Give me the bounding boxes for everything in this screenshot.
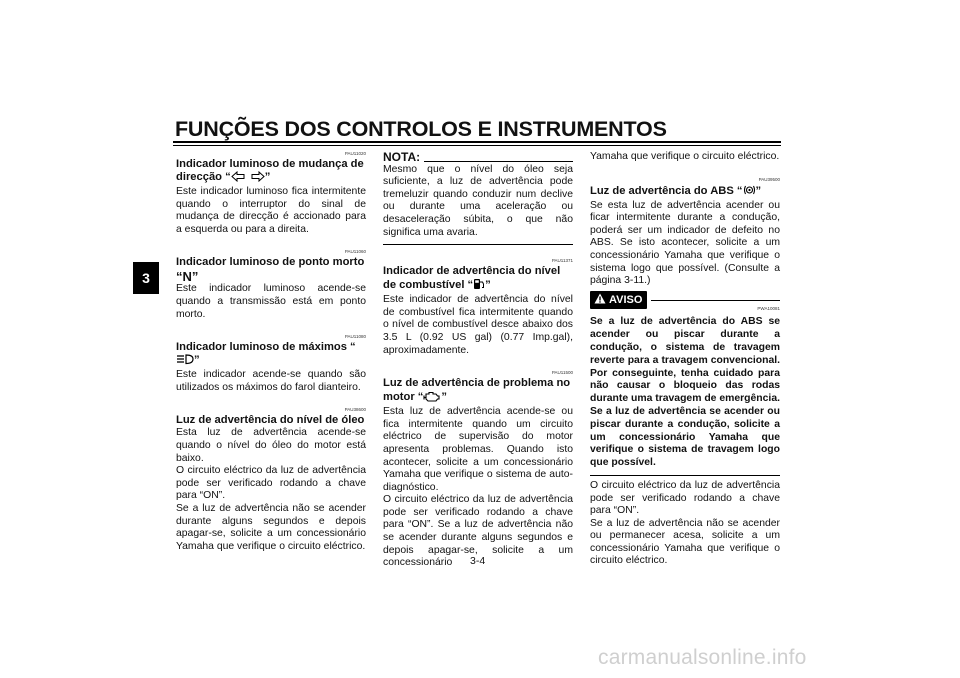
high-beam-icon: [176, 354, 194, 369]
column-1: [176, 151, 366, 553]
oil-paragraph-2: O circuito eléctrico da luz de advertência pode ser verificado rodando a chave para “ON”.: [176, 465, 366, 502]
aviso-badge: [590, 291, 647, 310]
neutral-description: Este indicador luminoso acende-se quando a transmissão está em ponto morto.: [176, 283, 366, 320]
fuel-description: Este indicador de advertência do nível de combustível fica intermitente quando o nível de combustível desce abaixo dos 3.5 L (0.92 US gal) (0.77 Imp.gal), aproximadamente.: [383, 294, 573, 356]
section-heading-high-beam: Indicador luminoso de máximos “”: [176, 341, 366, 369]
section-code: PAU11500: [551, 370, 573, 376]
neutral-symbol: “N”: [176, 269, 199, 285]
aviso-rule: [651, 300, 780, 301]
column-2: [383, 151, 573, 570]
continued-text: Yamaha que verifique o circuito eléctrico.: [590, 151, 780, 162]
nota-header: [383, 151, 573, 164]
engine-paragraph-1: Esta luz de advertência acende-se ou fica intermitente quando um circuito eléctrico de supervisão do motor apresenta problemas. Quando isto acontecer, solicite a um concessionário Yamaha que verifique o sistema de auto-diagnóstico.: [383, 406, 573, 493]
title-rule-thick: [173, 141, 781, 143]
nota-label: NOTA:: [383, 150, 421, 164]
chapter-tab: 3: [133, 262, 159, 294]
nota-text: Mesmo que o nível do óleo seja suficiente, a luz de advertência pode tremeluzir quando conduzir num declive ou durante uma aceleração ou desaceleração súbita, o que não significa uma avaria.: [383, 163, 573, 238]
oil-paragraph-3: Se a luz de advertência não se acender durante alguns segundos e depois apagar-se, solicite a um concessionário Yamaha que verifique o circuito eléctrico.: [176, 502, 366, 552]
title-rule-thin: [173, 145, 781, 146]
section-code: PAU11020: [344, 151, 366, 156]
section-code: PAU11371: [551, 258, 573, 264]
page-number: 3-4: [470, 555, 486, 567]
section-code: PAU11060: [344, 249, 366, 255]
turn-signal-arrows-icon: [231, 171, 265, 186]
abs-warning-icon: [743, 184, 756, 200]
section-code: PAU39500: [758, 176, 780, 182]
nota-rule: [424, 161, 573, 162]
aviso-code: PWA10081: [757, 306, 780, 312]
column-3: [590, 151, 780, 568]
oil-paragraph-1: Esta luz de advertência acende-se quando o nível do óleo do motor está baixo.: [176, 427, 366, 464]
aviso-text: Se a luz de advertência do ABS se acender ou piscar durante a condução, o sistema de travagem reverte para a travagem convencional. Por conseguinte, tenha cuidado para não causar o bloqueio das rodas durante uma travagem de emergência. Se a luz de advertência se acender ou piscar durante a condução, solicite a um concessionário Yamaha que verifique o sistema de travagem logo que possível.: [590, 316, 780, 469]
section-code: PAU38600: [344, 407, 366, 413]
aviso-label: AVISO: [609, 293, 643, 306]
section-heading-engine-trouble: Luz de advertência de problema no motor “ ”: [383, 377, 573, 406]
aviso-end-rule: [590, 475, 780, 476]
engine-paragraph-2: O circuito eléctrico da luz de advertência pode ser verificado rodando a chave para “ON”. Se a luz de advertência não se acender durante alguns segundos e depois apagar-se, solicite a um concessionário: [383, 494, 573, 569]
section-heading-abs: Luz de advertência do ABS “ ”: [590, 184, 780, 200]
abs-circuit-paragraph-1: O circuito eléctrico da luz de advertência pode ser verificado rodando a chave para “ON”.: [590, 479, 780, 517]
watermark: carmanualsonline.info: [598, 646, 807, 669]
engine-icon: [423, 390, 441, 406]
section-heading-turn-signal: Indicador luminoso de mudança de direcção “ ”: [176, 158, 366, 186]
section-heading-neutral: Indicador luminoso de ponto morto: [176, 256, 365, 269]
turn-signal-description: Este indicador luminoso fica intermitente quando o interruptor do sinal de mudança de direcção é accionado para a esquerda ou para a direita.: [176, 186, 366, 235]
section-heading-fuel: Indicador de advertência do nível de combustível “ ”: [383, 265, 573, 294]
high-beam-description: Este indicador acende-se quando são utilizados os máximos do farol dianteiro.: [176, 369, 366, 393]
page-title: FUNÇÕES DOS CONTROLOS E INSTRUMENTOS: [175, 117, 667, 141]
section-code: PAU11080: [344, 334, 366, 340]
abs-circuit-paragraph-2: Se a luz de advertência não se acender ou permanecer acesa, solicite a um concessionário Yamaha que verifique o circuito eléctrico.: [590, 517, 780, 567]
abs-description: Se esta luz de advertência acender ou ficar intermitente durante a condução, poderá ser um indicador de defeito no ABS. Se isto acontecer, solicite a um concessionário Yamaha que verifique o sistema logo que possível. (Consulte a página 3-11.): [590, 199, 780, 287]
warning-triangle-icon: [594, 293, 606, 308]
section-heading-oil-level: Luz de advertência do nível de óleo: [176, 414, 365, 427]
fuel-pump-icon: [473, 278, 485, 294]
